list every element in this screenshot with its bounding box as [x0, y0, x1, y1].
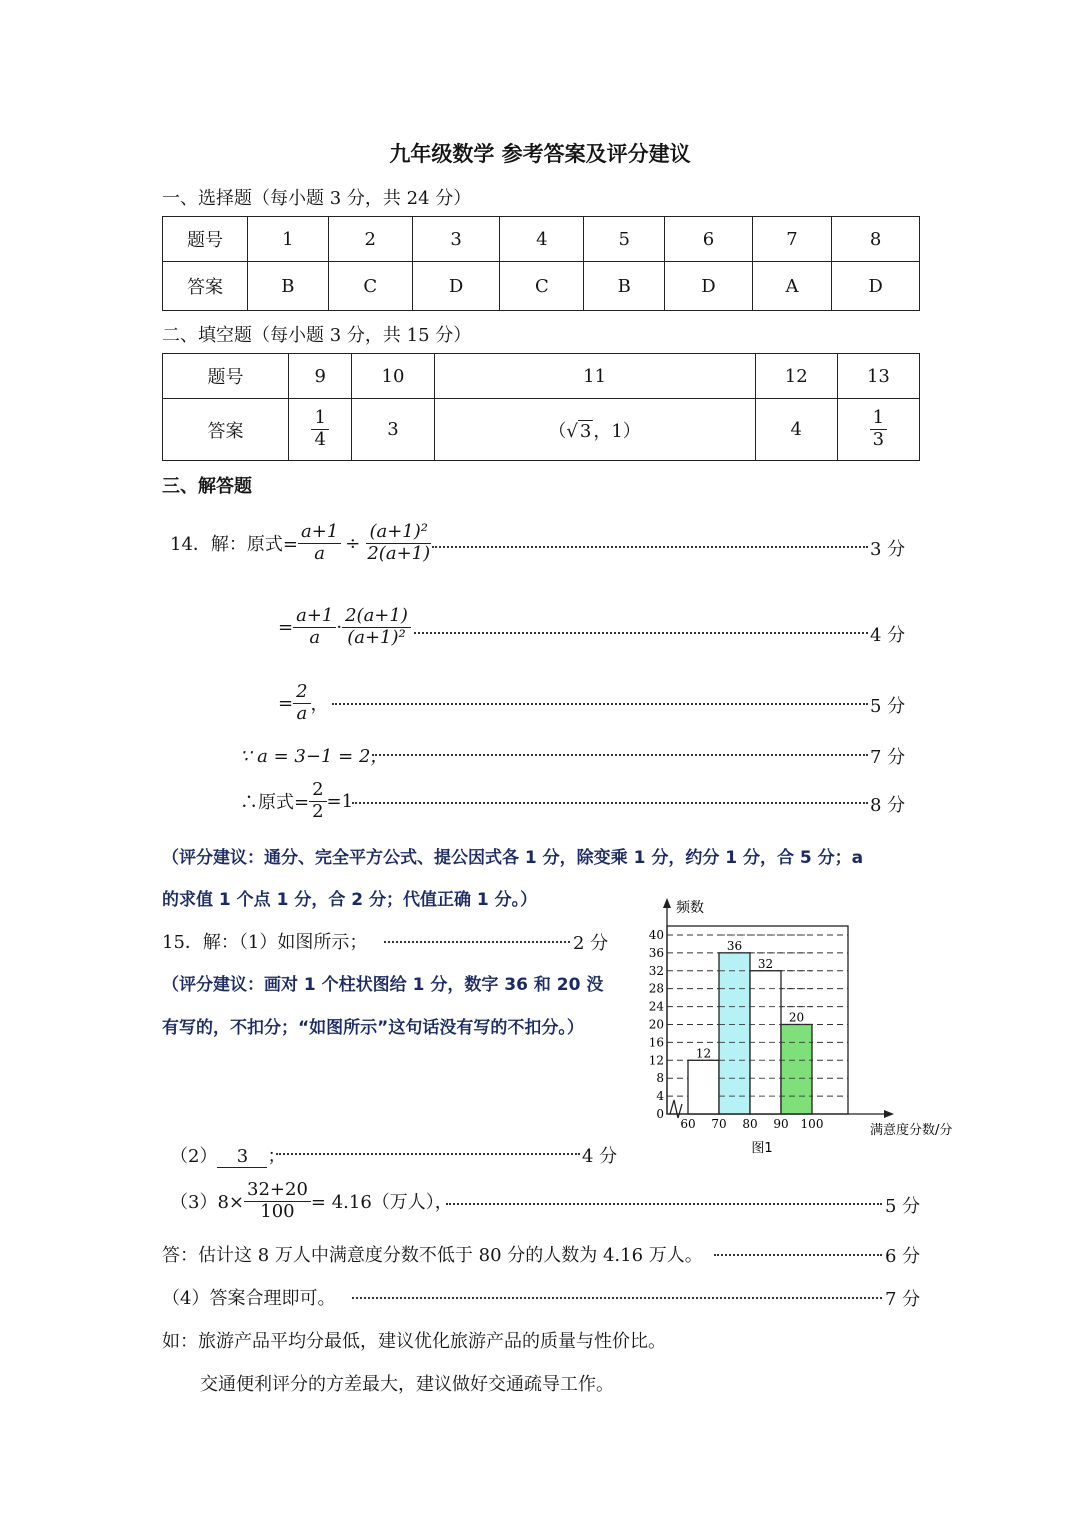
y-tick-label: 28: [648, 981, 664, 996]
question-number: 8: [832, 217, 920, 262]
sqrt-sign: √: [566, 420, 578, 442]
question-number: 2: [328, 217, 412, 262]
dotted-leader: [372, 754, 868, 756]
score-label: 2 分: [573, 933, 609, 954]
dotted-leader: [714, 1254, 882, 1256]
score-label: 3 分: [870, 539, 906, 560]
part-prefix: （2）: [170, 1146, 218, 1167]
answer-cell: D: [665, 262, 753, 311]
dotted-leader: [446, 1203, 882, 1205]
answer-cell: C: [500, 262, 584, 311]
question-number: 7: [752, 217, 831, 262]
denominator: 2: [312, 800, 324, 822]
y-tick-label: 12: [648, 1053, 664, 1068]
section1-heading: 一、选择题（每小题 3 分，共 24 分）: [162, 188, 472, 209]
answer-blank: 3: [217, 1146, 267, 1168]
q14-step1: [170, 522, 433, 564]
question-number: 4: [500, 217, 584, 262]
question-number: 6: [665, 217, 753, 262]
histogram-bar: [781, 1024, 812, 1114]
x-axis-label: 满意度分数/分: [870, 1123, 953, 1138]
denominator: a: [309, 626, 321, 648]
multiply-dot: ·: [336, 616, 343, 638]
q14-step5: [240, 780, 353, 822]
score-label: 6 分: [885, 1246, 921, 1267]
x-tick-label: 90: [773, 1117, 789, 1131]
dotted-leader: [276, 1153, 580, 1155]
grading-note: （评分建议：通分、完全平方公式、提公因式各 1 分，除变乘 1 分，约分 1 分，合 5 分；a: [162, 848, 864, 868]
answer-cell: B: [248, 262, 329, 311]
answer-cell: C: [328, 262, 412, 311]
question-number: 10: [352, 354, 434, 399]
question-number: 13: [837, 354, 919, 399]
answer-cell: [289, 399, 352, 461]
x-tick-label: 80: [742, 1117, 758, 1131]
fraction: [309, 780, 326, 822]
section3-heading: 三、解答题: [162, 476, 252, 497]
answer-cell: D: [412, 262, 500, 311]
numerator: 2(a+1): [342, 606, 411, 628]
fraction: [293, 606, 336, 648]
numerator: a+1: [293, 606, 336, 628]
bar-value-label: 20: [788, 1010, 805, 1025]
denominator: 2(a+1): [367, 542, 431, 564]
part-prefix: （3）8×: [170, 1192, 244, 1214]
part-suffix: ；: [267, 1146, 286, 1167]
grading-note: （评分建议：画对 1 个柱状图给 1 分，数字 36 和 20 没: [162, 975, 604, 995]
part-result: = 4.16（万人），: [310, 1192, 453, 1214]
numerator: 2: [293, 682, 310, 704]
table-row-label: 答案: [163, 262, 248, 311]
fraction: [364, 522, 433, 564]
sqrt-radicand: 3: [579, 420, 592, 442]
answer-cell: [837, 399, 919, 461]
score-label: 7 分: [885, 1289, 921, 1310]
answer-cell: [434, 399, 755, 461]
question-number: 12: [755, 354, 837, 399]
q15-answer-text: 答：估计这 8 万人中满意度分数不低于 80 分的人数为 4.16 万人。: [162, 1245, 703, 1266]
q15-part3: [170, 1180, 453, 1222]
fraction: [870, 408, 887, 450]
y-tick-label: 0: [656, 1107, 664, 1121]
score-label: 8 分: [870, 795, 906, 816]
bar-value-label: 32: [757, 956, 774, 971]
bar-value-label: 36: [726, 938, 743, 953]
answer-cell: 3: [352, 399, 434, 461]
y-tick-label: 16: [648, 1035, 664, 1050]
numerator: 32+20: [244, 1180, 311, 1202]
score-label: 7 分: [870, 747, 906, 768]
denominator: 100: [260, 1200, 295, 1222]
denominator: (a+1)²: [347, 626, 406, 648]
question-number: 3: [412, 217, 500, 262]
numerator: 2: [309, 780, 326, 802]
grading-note: 有写的，不扣分；“如图所示”这句话没有写的不扣分。）: [162, 1018, 584, 1038]
question-number: 11: [434, 354, 755, 399]
answer-cell: B: [584, 262, 665, 311]
x-axis-arrow: [884, 1110, 894, 1118]
figure-caption: 图1: [751, 1141, 773, 1156]
q14-step3: [278, 682, 329, 724]
divide-sign: ÷: [345, 532, 361, 554]
denominator: a: [314, 542, 325, 564]
bar-value-label: 12: [695, 1046, 712, 1061]
comma: ，: [310, 694, 329, 716]
fraction: [293, 682, 310, 724]
table-row-label: 题号: [163, 217, 248, 262]
numerator: (a+1)²: [366, 522, 431, 544]
q15-part1: 15．解：（1）如图所示；: [162, 932, 368, 953]
frequency-histogram: [640, 890, 970, 1160]
example-suggestion: 如：旅游产品平均分最低，建议优化旅游产品的质量与性价比。: [162, 1331, 666, 1352]
grading-note: 的求值 1 个点 1 分，合 2 分；代值正确 1 分。）: [162, 890, 538, 910]
y-tick-label: 24: [648, 999, 664, 1014]
table-row-label: 答案: [163, 399, 289, 461]
equals-sign: =: [278, 692, 294, 714]
q15-part4: （4）答案合理即可。: [162, 1288, 336, 1309]
denominator: 3: [872, 429, 885, 450]
q14-step4: ∵ a = 3−1 = 2，: [240, 746, 389, 767]
fraction: [311, 408, 328, 450]
dotted-leader: [384, 941, 570, 943]
equals-sign: =: [278, 616, 294, 638]
choice-answer-table: [162, 216, 920, 311]
answer-cell: 4: [755, 399, 837, 461]
answer-suffix: ，1）: [593, 420, 641, 442]
dotted-leader: [414, 632, 868, 634]
answer-cell: D: [832, 262, 920, 311]
q15-part2: [170, 1142, 285, 1168]
y-tick-label: 36: [648, 945, 664, 960]
y-tick-label: 8: [656, 1071, 664, 1086]
example-suggestion: 交通便利评分的方差最大，建议做好交通疏导工作。: [200, 1374, 614, 1395]
fraction: [244, 1180, 311, 1222]
question-number: 1: [248, 217, 329, 262]
y-tick-label: 20: [648, 1017, 664, 1032]
dotted-leader: [352, 1297, 882, 1299]
score-label: 5 分: [870, 696, 906, 717]
fraction: [298, 522, 341, 564]
step-prefix: ∴原式=: [240, 792, 310, 814]
q14-step2: [278, 606, 411, 648]
y-tick-label: 4: [656, 1089, 664, 1104]
axis-break-mark: [670, 1100, 682, 1118]
numerator: 1: [870, 408, 887, 430]
step-result: =1: [326, 790, 354, 812]
fraction: [342, 606, 411, 648]
y-tick-label: 32: [648, 963, 664, 978]
x-tick-label: 60: [680, 1117, 696, 1131]
page-title: 九年级数学 参考答案及评分建议: [389, 141, 691, 166]
q14-prefix: 14．解：原式=: [170, 534, 298, 556]
answer-prefix: （: [548, 420, 567, 442]
section2-heading: 二、填空题（每小题 3 分，共 15 分）: [162, 325, 472, 346]
denominator: 4: [314, 429, 326, 450]
y-tick-label: 40: [648, 927, 664, 942]
y-axis-label: 频数: [676, 900, 704, 916]
histogram-bar: [688, 1060, 719, 1114]
score-label: 4 分: [582, 1146, 618, 1167]
x-tick-label: 100: [800, 1117, 824, 1131]
score-label: 5 分: [885, 1196, 921, 1217]
dotted-leader: [352, 802, 868, 804]
answer-cell: A: [752, 262, 831, 311]
fill-answer-table: [162, 353, 920, 461]
table-row-label: 题号: [163, 354, 289, 399]
question-number: 9: [289, 354, 352, 399]
numerator: 1: [311, 408, 328, 430]
numerator: a+1: [298, 522, 341, 544]
dotted-leader: [432, 546, 868, 548]
dotted-leader: [332, 703, 868, 705]
denominator: a: [296, 702, 308, 724]
question-number: 5: [584, 217, 665, 262]
histogram-bar: [719, 953, 750, 1114]
score-label: 4 分: [870, 625, 906, 646]
y-axis-arrow: [663, 898, 671, 908]
x-tick-label: 70: [711, 1117, 727, 1131]
